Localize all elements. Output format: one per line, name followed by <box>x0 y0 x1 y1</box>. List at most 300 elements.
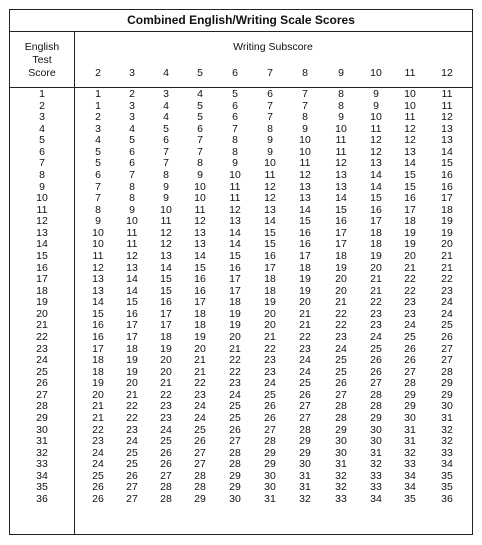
combined-score-cell: 1 <box>95 99 101 112</box>
combined-score-cell: 12 <box>160 226 172 239</box>
combined-score-cell: 23 <box>264 354 276 367</box>
combined-score-cell: 34 <box>370 492 382 505</box>
combined-score-cell: 16 <box>264 249 276 262</box>
combined-score-cell: 11 <box>126 226 138 239</box>
english-score-cell: 31 <box>36 435 48 448</box>
english-score-cell: 15 <box>36 249 48 262</box>
subscore-header: 7 <box>267 67 273 79</box>
combined-score-cell: 5 <box>129 134 135 147</box>
subscore-header: 3 <box>129 67 135 79</box>
combined-score-cell: 12 <box>264 192 276 205</box>
combined-score-cell: 26 <box>126 469 138 482</box>
combined-score-cell: 30 <box>264 481 276 494</box>
combined-score-cell: 30 <box>229 492 241 505</box>
combined-score-cell: 21 <box>92 411 104 424</box>
combined-score-cell: 6 <box>95 168 101 181</box>
combined-score-cell: 15 <box>404 168 416 181</box>
combined-score-cell: 31 <box>264 492 276 505</box>
combined-score-cell: 23 <box>194 388 206 401</box>
combined-score-cell: 10 <box>299 145 311 158</box>
combined-score-cell: 23 <box>441 284 453 297</box>
combined-score-cell: 13 <box>335 168 347 181</box>
combined-score-cell: 6 <box>267 88 273 100</box>
combined-score-cell: 24 <box>370 330 382 343</box>
combined-score-cell: 31 <box>299 481 311 494</box>
combined-score-cell: 21 <box>160 377 172 390</box>
combined-score-cell: 16 <box>92 330 104 343</box>
combined-score-cell: 7 <box>163 145 169 158</box>
combined-score-cell: 12 <box>299 168 311 181</box>
combined-score-cell: 3 <box>129 99 135 112</box>
combined-score-cell: 14 <box>441 145 453 158</box>
combined-score-cell: 21 <box>370 284 382 297</box>
combined-score-cell: 33 <box>441 446 453 459</box>
combined-score-cell: 5 <box>232 88 238 100</box>
combined-score-cell: 10 <box>126 215 138 228</box>
combined-score-cell: 23 <box>370 307 382 320</box>
combined-score-cell: 6 <box>232 111 238 124</box>
combined-score-cell: 15 <box>335 203 347 216</box>
combined-score-cell: 20 <box>160 365 172 378</box>
combined-score-cell: 22 <box>229 365 241 378</box>
combined-score-cell: 30 <box>441 400 453 413</box>
combined-score-cell: 24 <box>194 400 206 413</box>
combined-score-cell: 13 <box>299 180 311 193</box>
combined-score-cell: 28 <box>229 458 241 471</box>
combined-score-cell: 27 <box>264 423 276 436</box>
header-divider <box>10 87 472 88</box>
combined-score-cell: 15 <box>92 307 104 320</box>
subscore-header: 11 <box>404 67 416 79</box>
english-score-cell: 12 <box>36 215 48 228</box>
combined-score-cell: 16 <box>194 284 206 297</box>
combined-score-cell: 26 <box>370 365 382 378</box>
combined-score-cell: 10 <box>160 203 172 216</box>
combined-score-cell: 19 <box>370 249 382 262</box>
combined-score-cell: 23 <box>299 342 311 355</box>
combined-score-cell: 21 <box>126 388 138 401</box>
combined-score-cell: 19 <box>126 365 138 378</box>
combined-score-cell: 10 <box>404 88 416 100</box>
combined-score-cell: 26 <box>92 481 104 494</box>
combined-score-cell: 12 <box>194 215 206 228</box>
combined-score-cell: 32 <box>441 423 453 436</box>
combined-score-cell: 13 <box>370 157 382 170</box>
combined-score-cell: 34 <box>441 458 453 471</box>
combined-score-cell: 23 <box>264 365 276 378</box>
combined-score-cell: 7 <box>302 99 308 112</box>
combined-score-cell: 19 <box>404 226 416 239</box>
combined-score-cell: 26 <box>160 458 172 471</box>
combined-score-cell: 25 <box>229 411 241 424</box>
combined-score-cell: 14 <box>335 192 347 205</box>
combined-score-cell: 7 <box>267 111 273 124</box>
english-score-cell: 17 <box>36 273 48 286</box>
combined-score-cell: 27 <box>441 342 453 355</box>
combined-score-cell: 16 <box>194 273 206 286</box>
combined-score-cell: 22 <box>160 388 172 401</box>
combined-score-cell: 23 <box>92 435 104 448</box>
english-score-cell: 3 <box>39 111 45 124</box>
combined-score-cell: 7 <box>197 145 203 158</box>
combined-score-cell: 10 <box>194 192 206 205</box>
english-score-cell: 23 <box>36 342 48 355</box>
combined-score-cell: 9 <box>267 134 273 147</box>
combined-score-cell: 7 <box>302 88 308 100</box>
combined-score-cell: 17 <box>404 203 416 216</box>
english-score-cell: 16 <box>36 261 48 274</box>
combined-score-cell: 23 <box>126 423 138 436</box>
combined-score-cell: 19 <box>264 296 276 309</box>
combined-score-cell: 26 <box>441 330 453 343</box>
combined-score-cell: 29 <box>229 481 241 494</box>
combined-score-cell: 19 <box>229 307 241 320</box>
combined-score-cell: 8 <box>267 122 273 135</box>
combined-score-cell: 12 <box>92 261 104 274</box>
combined-score-cell: 3 <box>163 88 169 100</box>
combined-score-cell: 17 <box>160 307 172 320</box>
combined-score-cell: 23 <box>404 307 416 320</box>
combined-score-cell: 25 <box>194 423 206 436</box>
combined-score-cell: 10 <box>194 180 206 193</box>
combined-score-cell: 20 <box>335 284 347 297</box>
combined-score-cell: 10 <box>299 134 311 147</box>
combined-score-cell: 16 <box>441 168 453 181</box>
combined-score-cell: 18 <box>92 365 104 378</box>
combined-score-cell: 17 <box>335 238 347 251</box>
combined-score-cell: 17 <box>229 273 241 286</box>
combined-score-cell: 25 <box>126 446 138 459</box>
combined-score-cell: 1 <box>95 88 101 100</box>
english-score-cell: 8 <box>39 168 45 181</box>
combined-score-cell: 15 <box>160 273 172 286</box>
combined-score-cell: 10 <box>264 157 276 170</box>
combined-score-cell: 23 <box>370 319 382 332</box>
combined-score-cell: 24 <box>264 377 276 390</box>
combined-score-cell: 30 <box>370 423 382 436</box>
combined-score-cell: 9 <box>95 215 101 228</box>
combined-score-cell: 21 <box>335 296 347 309</box>
combined-score-cell: 5 <box>95 145 101 158</box>
combined-score-cell: 13 <box>264 203 276 216</box>
combined-score-cell: 5 <box>163 122 169 135</box>
combined-score-cell: 5 <box>197 111 203 124</box>
combined-score-cell: 36 <box>441 492 453 505</box>
combined-score-cell: 15 <box>126 296 138 309</box>
combined-score-cell: 25 <box>335 354 347 367</box>
english-score-cell: 18 <box>36 284 48 297</box>
combined-score-cell: 26 <box>404 354 416 367</box>
combined-score-cell: 28 <box>194 481 206 494</box>
combined-score-cell: 30 <box>335 435 347 448</box>
combined-score-cell: 29 <box>299 446 311 459</box>
combined-score-cell: 24 <box>92 458 104 471</box>
combined-score-cell: 28 <box>335 400 347 413</box>
table-title: Combined English/Writing Scale Scores <box>127 13 355 27</box>
english-score-cell: 20 <box>36 307 48 320</box>
combined-score-cell: 8 <box>163 168 169 181</box>
combined-score-cell: 29 <box>264 458 276 471</box>
combined-score-cell: 21 <box>264 330 276 343</box>
combined-score-cell: 28 <box>370 388 382 401</box>
combined-score-cell: 6 <box>232 99 238 112</box>
combined-score-cell: 17 <box>264 261 276 274</box>
combined-score-cell: 17 <box>194 296 206 309</box>
combined-score-cell: 7 <box>163 157 169 170</box>
combined-score-cell: 11 <box>264 168 276 181</box>
combined-score-cell: 21 <box>370 273 382 286</box>
combined-score-cell: 9 <box>163 180 169 193</box>
combined-score-cell: 15 <box>264 226 276 239</box>
combined-score-cell: 28 <box>335 411 347 424</box>
combined-score-cell: 16 <box>335 215 347 228</box>
combined-score-cell: 4 <box>163 99 169 112</box>
combined-score-cell: 16 <box>404 192 416 205</box>
combined-score-cell: 24 <box>194 411 206 424</box>
combined-score-cell: 31 <box>441 411 453 424</box>
combined-score-cell: 12 <box>404 134 416 147</box>
combined-score-cell: 35 <box>441 481 453 494</box>
combined-score-cell: 28 <box>441 365 453 378</box>
combined-score-cell: 9 <box>267 145 273 158</box>
combined-score-cell: 29 <box>264 446 276 459</box>
combined-score-cell: 25 <box>335 365 347 378</box>
english-score-cell: 2 <box>39 99 45 112</box>
combined-score-cell: 27 <box>299 411 311 424</box>
combined-score-cell: 8 <box>197 157 203 170</box>
combined-score-cell: 9 <box>302 122 308 135</box>
combined-score-cell: 31 <box>404 423 416 436</box>
combined-score-cell: 32 <box>299 492 311 505</box>
combined-score-cell: 9 <box>232 157 238 170</box>
combined-score-cell: 14 <box>194 249 206 262</box>
combined-score-cell: 20 <box>335 273 347 286</box>
combined-score-cell: 8 <box>232 134 238 147</box>
combined-score-cell: 10 <box>92 226 104 239</box>
combined-score-cell: 7 <box>197 134 203 147</box>
combined-score-cell: 33 <box>404 458 416 471</box>
combined-score-cell: 28 <box>194 469 206 482</box>
combined-score-cell: 22 <box>299 330 311 343</box>
combined-score-cell: 26 <box>264 400 276 413</box>
combined-score-cell: 31 <box>370 446 382 459</box>
combined-score-cell: 19 <box>229 319 241 332</box>
subscore-header: 8 <box>302 67 308 79</box>
combined-score-cell: 19 <box>404 238 416 251</box>
combined-score-cell: 27 <box>404 365 416 378</box>
combined-score-cell: 20 <box>229 330 241 343</box>
combined-score-cell: 18 <box>404 215 416 228</box>
combined-score-cell: 16 <box>160 296 172 309</box>
row-header <box>10 41 74 80</box>
english-score-cell: 14 <box>36 238 48 251</box>
combined-score-cell: 15 <box>160 284 172 297</box>
combined-score-cell: 22 <box>335 307 347 320</box>
combined-score-cell: 26 <box>194 435 206 448</box>
combined-score-cell: 22 <box>441 273 453 286</box>
combined-score-cell: 11 <box>160 215 172 228</box>
combined-score-cell: 16 <box>299 238 311 251</box>
combined-score-cell: 20 <box>264 307 276 320</box>
combined-score-cell: 33 <box>370 481 382 494</box>
combined-score-cell: 11 <box>404 111 416 124</box>
combined-score-cell: 12 <box>126 249 138 262</box>
combined-score-cell: 29 <box>404 400 416 413</box>
combined-score-cell: 17 <box>335 226 347 239</box>
combined-score-cell: 18 <box>126 342 138 355</box>
combined-score-cell: 11 <box>126 238 138 251</box>
combined-score-cell: 7 <box>129 168 135 181</box>
combined-score-cell: 2 <box>129 88 135 100</box>
combined-score-cell: 24 <box>299 365 311 378</box>
combined-score-cell: 26 <box>160 446 172 459</box>
subscore-header: 2 <box>95 67 101 79</box>
combined-score-cell: 12 <box>370 134 382 147</box>
combined-score-cell: 7 <box>232 122 238 135</box>
combined-score-cell: 11 <box>229 180 241 193</box>
combined-score-cell: 18 <box>299 261 311 274</box>
combined-score-cell: 29 <box>441 388 453 401</box>
combined-score-cell: 16 <box>370 203 382 216</box>
combined-score-cell: 21 <box>441 249 453 262</box>
english-score-cell: 34 <box>36 469 48 482</box>
combined-score-cell: 12 <box>370 145 382 158</box>
combined-score-cell: 19 <box>160 342 172 355</box>
combined-score-cell: 22 <box>370 296 382 309</box>
combined-score-cell: 25 <box>404 330 416 343</box>
combined-score-cell: 14 <box>299 203 311 216</box>
english-score-cell: 32 <box>36 446 48 459</box>
combined-score-cell: 20 <box>92 388 104 401</box>
combined-score-cell: 19 <box>299 284 311 297</box>
combined-score-cell: 20 <box>264 319 276 332</box>
combined-score-cell: 7 <box>267 99 273 112</box>
combined-score-cell: 4 <box>129 122 135 135</box>
combined-score-cell: 27 <box>160 469 172 482</box>
combined-score-cell: 18 <box>160 330 172 343</box>
combined-score-cell: 27 <box>194 458 206 471</box>
english-score-cell: 26 <box>36 377 48 390</box>
combined-score-cell: 13 <box>194 226 206 239</box>
combined-score-cell: 10 <box>229 168 241 181</box>
combined-score-cell: 25 <box>441 319 453 332</box>
combined-score-cell: 35 <box>404 492 416 505</box>
combined-score-cell: 15 <box>264 238 276 251</box>
english-score-cell: 10 <box>36 192 48 205</box>
combined-score-cell: 20 <box>126 377 138 390</box>
combined-score-cell: 28 <box>160 481 172 494</box>
combined-score-cell: 17 <box>92 342 104 355</box>
combined-score-cell: 22 <box>126 400 138 413</box>
combined-score-cell: 21 <box>299 307 311 320</box>
combined-score-cell: 23 <box>335 330 347 343</box>
combined-score-cell: 13 <box>194 238 206 251</box>
combined-score-cell: 21 <box>194 354 206 367</box>
english-score-cell: 22 <box>36 330 48 343</box>
combined-score-cell: 16 <box>92 319 104 332</box>
combined-score-cell: 31 <box>335 458 347 471</box>
combined-score-cell: 31 <box>299 469 311 482</box>
combined-score-cell: 24 <box>441 307 453 320</box>
combined-score-cell: 19 <box>126 354 138 367</box>
combined-score-cell: 15 <box>404 180 416 193</box>
combined-score-cell: 30 <box>335 446 347 459</box>
combined-score-cell: 15 <box>441 157 453 170</box>
english-score-cell: 36 <box>36 492 48 505</box>
combined-score-cell: 13 <box>299 192 311 205</box>
combined-score-cell: 24 <box>160 423 172 436</box>
combined-score-cell: 17 <box>441 192 453 205</box>
combined-score-cell: 8 <box>302 111 308 124</box>
combined-score-cell: 22 <box>229 354 241 367</box>
combined-score-cell: 26 <box>299 388 311 401</box>
combined-score-cell: 20 <box>194 342 206 355</box>
combined-score-cell: 11 <box>335 145 347 158</box>
combined-score-cell: 34 <box>404 481 416 494</box>
english-score-cell: 28 <box>36 400 48 413</box>
combined-score-cell: 24 <box>441 296 453 309</box>
combined-score-cell: 11 <box>441 99 453 112</box>
combined-score-cell: 6 <box>163 134 169 147</box>
combined-score-cell: 8 <box>129 180 135 193</box>
combined-score-cell: 18 <box>194 319 206 332</box>
combined-score-cell: 24 <box>126 435 138 448</box>
combined-score-cell: 13 <box>441 122 453 135</box>
combined-score-cell: 30 <box>370 435 382 448</box>
combined-score-cell: 7 <box>95 192 101 205</box>
combined-score-cell: 19 <box>299 273 311 286</box>
combined-score-cell: 18 <box>441 203 453 216</box>
combined-score-cell: 27 <box>126 492 138 505</box>
combined-score-cell: 21 <box>404 261 416 274</box>
combined-score-cell: 12 <box>160 238 172 251</box>
combined-score-cell: 28 <box>370 400 382 413</box>
combined-score-cell: 18 <box>194 307 206 320</box>
combined-score-cell: 26 <box>404 342 416 355</box>
combined-score-cell: 16 <box>126 307 138 320</box>
combined-score-cell: 13 <box>441 134 453 147</box>
column-group-header: Writing Subscore <box>233 41 313 53</box>
column-divider <box>74 32 75 534</box>
combined-score-cell: 17 <box>126 330 138 343</box>
combined-score-cell: 4 <box>163 111 169 124</box>
combined-score-cell: 32 <box>370 458 382 471</box>
combined-score-cell: 23 <box>229 377 241 390</box>
combined-score-cell: 22 <box>264 342 276 355</box>
english-score-cell: 9 <box>39 180 45 193</box>
row-header-line: Test <box>32 54 52 66</box>
combined-score-cell: 7 <box>95 180 101 193</box>
combined-score-cell: 17 <box>229 284 241 297</box>
combined-score-cell: 22 <box>404 284 416 297</box>
combined-score-cell: 8 <box>232 145 238 158</box>
subscore-header: 10 <box>370 67 382 79</box>
combined-score-cell: 22 <box>194 377 206 390</box>
combined-score-cell: 17 <box>126 319 138 332</box>
combined-score-cell: 23 <box>404 296 416 309</box>
combined-score-cell: 25 <box>92 469 104 482</box>
combined-score-cell: 27 <box>229 435 241 448</box>
combined-score-cell: 19 <box>441 226 453 239</box>
subscore-header: 5 <box>197 67 203 79</box>
combined-score-cell: 12 <box>441 111 453 124</box>
combined-score-cell: 30 <box>404 411 416 424</box>
english-score-cell: 33 <box>36 458 48 471</box>
combined-score-cell: 15 <box>229 249 241 262</box>
combined-score-cell: 13 <box>404 145 416 158</box>
combined-score-cell: 14 <box>229 226 241 239</box>
combined-score-cell: 14 <box>264 215 276 228</box>
